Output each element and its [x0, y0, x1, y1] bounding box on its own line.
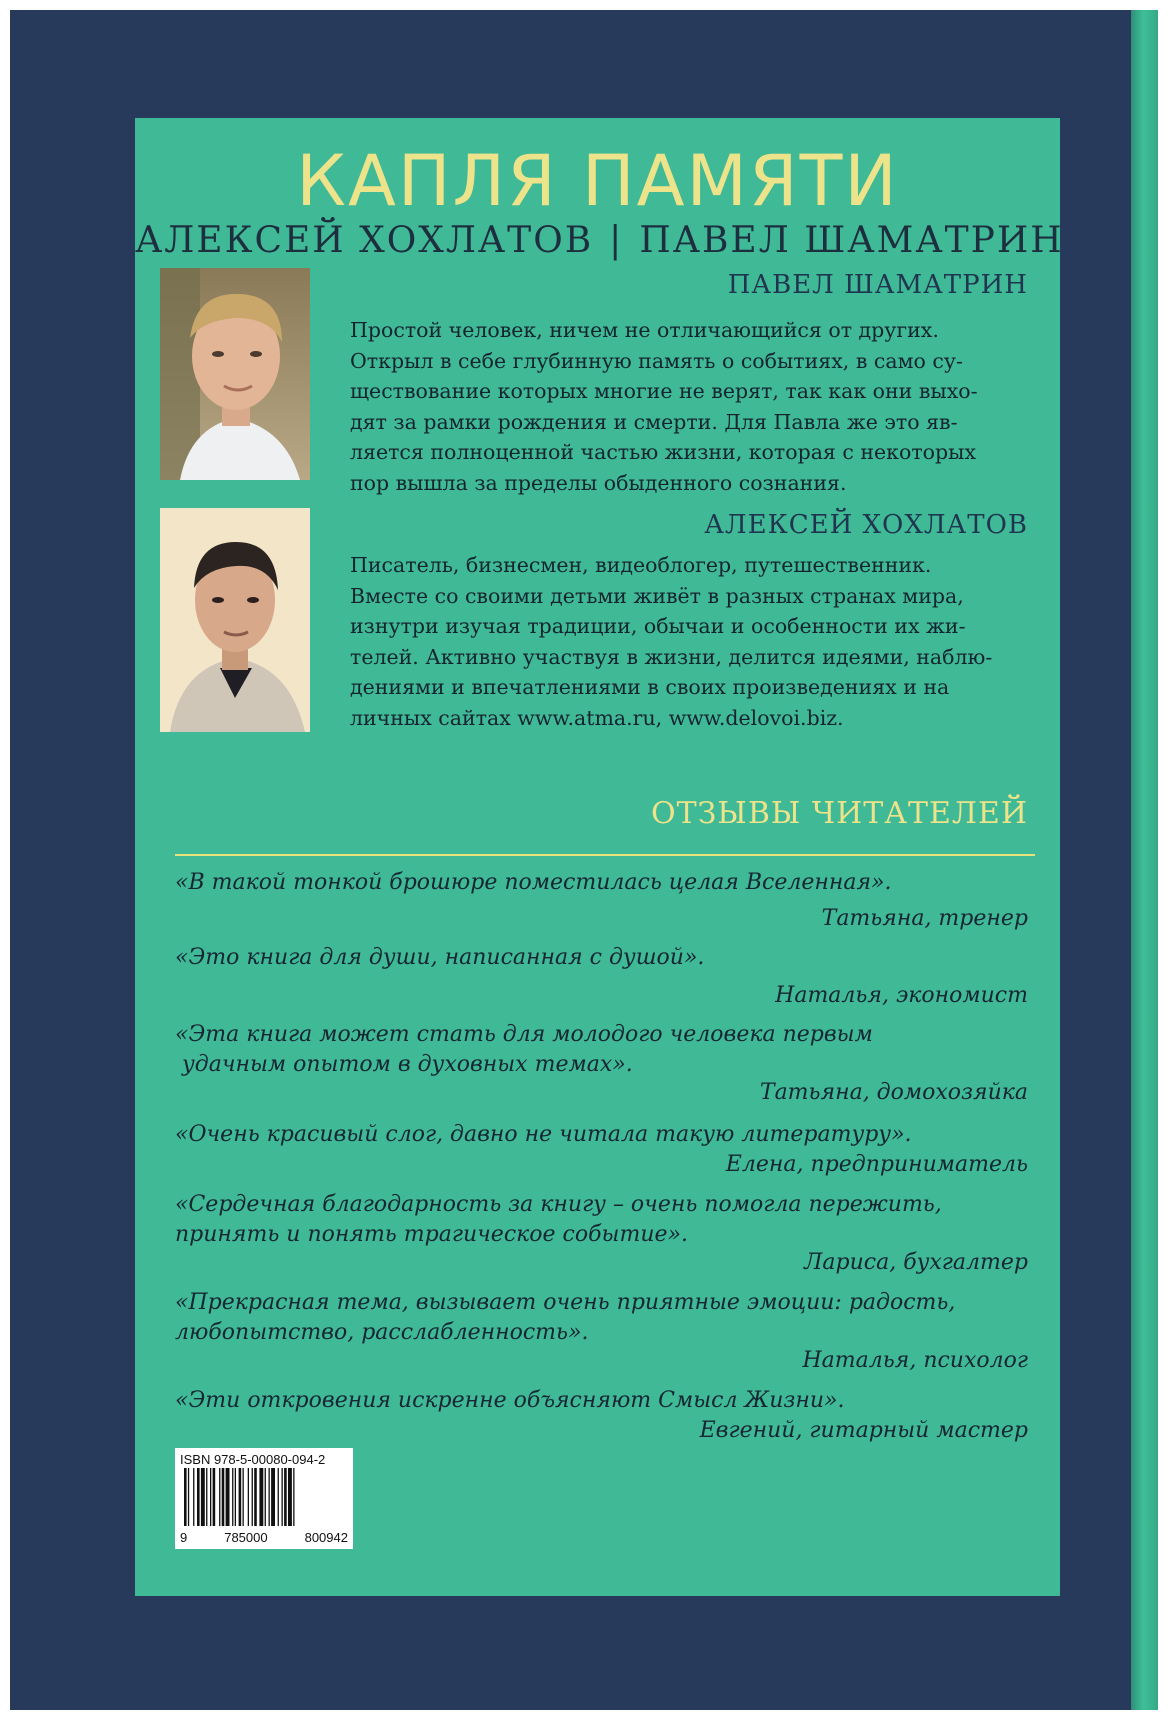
author-name-alexey: АЛЕКСЕЙ ХОХЛАТОВ [704, 510, 1028, 540]
barcode-bar [278, 1468, 279, 1526]
reviews-title: ОТЗЫВЫ ЧИТАТЕЛЕЙ [651, 796, 1028, 831]
quote-line: любопытство, расслабленность». [175, 1320, 589, 1345]
review-quote [175, 1120, 1035, 1150]
quote-line: «Сердечная благодарность за книгу – очень помогла пережить, [175, 1192, 942, 1217]
quote-line: удачным опытом в духовных темах». [175, 1052, 633, 1077]
author-bio-alexey [350, 550, 1028, 733]
bio-line: Простой человек, ничем не отличающийся от других. [350, 318, 939, 342]
review-author: Наталья, экономист [775, 983, 1028, 1008]
isbn-text: ISBN 978-5-00080-094-2 [180, 1452, 326, 1467]
barcode-bar [184, 1468, 187, 1526]
bio-line: ществование которых многие не верят, так как они выхо- [350, 379, 978, 403]
barcode-bar [282, 1468, 283, 1526]
bio-line: Писатель, бизнесмен, видеоблогер, путешественник. [350, 553, 932, 577]
bio-line: телей. Активно участвуя в жизни, делится идеями, наблю- [350, 644, 993, 669]
barcode-bar [188, 1468, 189, 1526]
barcode-bar [210, 1468, 211, 1526]
barcode-bar [271, 1468, 275, 1526]
barcode-digit-first: 9 [180, 1530, 188, 1545]
review-quote [175, 1020, 1035, 1080]
quote-line: «Это книга для души, написанная с душой». [175, 945, 705, 970]
review-quote [175, 943, 1035, 973]
barcode-digits-right: 800942 [304, 1530, 348, 1545]
barcode-digits [180, 1531, 348, 1545]
bio-line: Вместе со своими детьми живёт в разных странах мира, [350, 583, 964, 608]
isbn-barcode [175, 1448, 353, 1549]
barcode-bar [235, 1468, 236, 1526]
bio-line: дениями и впечатлениями в своих произведениях и на [350, 675, 950, 699]
quote-line: «Очень красивый слог, давно не читала такую литературу». [175, 1122, 912, 1147]
quote-line: «Эти откровения искренне объясняют Смысл Жизни». [175, 1388, 845, 1413]
barcode-bar [201, 1468, 205, 1526]
bio-line: пор вышла за пределы обыденного сознания. [350, 470, 847, 495]
author-photo-alexey [160, 508, 310, 732]
barcode-bar [226, 1468, 230, 1526]
author-bio-pavel [350, 315, 1028, 498]
author-name-pavel: ПАВЕЛ ШАМАТРИН [727, 270, 1028, 300]
barcode-bar [288, 1468, 292, 1526]
barcode-bar [254, 1468, 257, 1526]
author-left: АЛЕКСЕЙ ХОХЛАТОВ [135, 220, 594, 261]
quote-line: принять и понять трагическое событие». [175, 1222, 688, 1247]
review-author: Наталья, психолог [802, 1348, 1028, 1373]
barcode-bar [197, 1468, 200, 1526]
barcode-bar [243, 1468, 244, 1526]
barcode-bars [180, 1468, 348, 1526]
bio-line: дят за рамки рождения и смерти. Для Павла же это яв- [350, 409, 958, 434]
review-quote [175, 1190, 1035, 1250]
review-author: Татьяна, домохозяйка [759, 1080, 1028, 1105]
barcode-bar [293, 1468, 294, 1526]
barcode-bar [213, 1468, 216, 1526]
quote-line: «Прекрасная тема, вызывает очень приятные эмоции: радость, [175, 1290, 956, 1315]
reviews-divider [175, 854, 1035, 856]
review-quote [175, 1386, 1035, 1416]
barcode-bar [284, 1468, 287, 1526]
bio-line: изнутри изучая традиции, обычаи и особенности их жи- [350, 614, 966, 638]
barcode-bar [206, 1468, 207, 1526]
quote-line: «Эта книга может стать для молодого человека первым [175, 1022, 873, 1047]
authors-line [135, 220, 1064, 261]
barcode-bar [269, 1468, 270, 1526]
quote-line: «В такой тонкой брошюре поместилась целая Вселенная». [175, 870, 892, 895]
cover-panel [135, 118, 1064, 1596]
review-author: Лариса, бухгалтер [804, 1250, 1028, 1275]
review-quote [175, 868, 1035, 898]
bio-line: ляется полноценной частью жизни, которая с некоторых [350, 440, 977, 464]
barcode-bar [193, 1468, 194, 1526]
barcode-bar [219, 1468, 220, 1526]
bio-line: Открыл в себе глубинную память о событиях, в само су- [350, 348, 963, 373]
barcode-digits-left: 785000 [224, 1530, 268, 1545]
review-author: Татьяна, тренер [821, 906, 1028, 931]
barcode-bar [239, 1468, 242, 1526]
review-quote [175, 1288, 1035, 1348]
book-title: КАПЛЯ ПАМЯТИ [296, 140, 899, 222]
barcode-bar [248, 1468, 249, 1526]
book-spine-edge [1131, 10, 1158, 1710]
review-author: Евгений, гитарный мастер [699, 1418, 1028, 1443]
review-author: Елена, предприниматель [725, 1152, 1028, 1177]
bio-line: личных сайтах www.atma.ru, www.delovoi.biz. [350, 705, 844, 730]
barcode-bar [252, 1468, 253, 1526]
barcode-bar [222, 1468, 225, 1526]
author-photo-pavel [160, 268, 310, 480]
barcode-bar [265, 1468, 266, 1526]
author-right: ПАВЕЛ ШАМАТРИН [639, 220, 1064, 261]
barcode-bar [259, 1468, 263, 1526]
author-separator: | [609, 220, 624, 261]
barcode-bar [232, 1468, 233, 1526]
